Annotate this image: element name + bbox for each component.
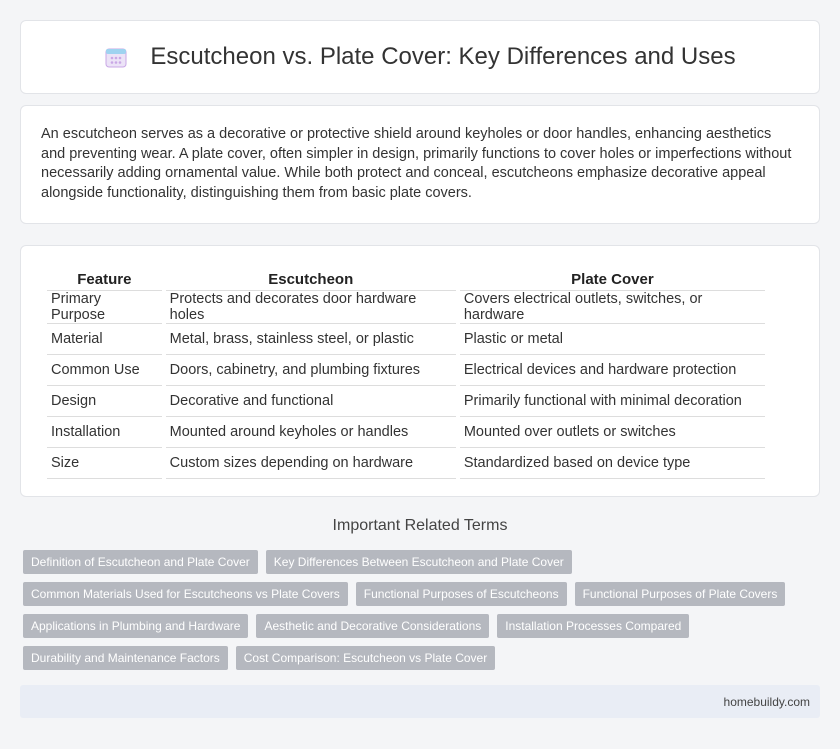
table-row bbox=[47, 291, 765, 324]
table-cell: Protects and decorates door hardware holes bbox=[166, 291, 456, 324]
term-tag[interactable]: Installation Processes Compared bbox=[497, 614, 689, 638]
table-row bbox=[47, 355, 765, 386]
table-header-escutcheon: Escutcheon bbox=[166, 266, 456, 291]
footer-site-link[interactable]: homebuildy.com bbox=[723, 695, 810, 709]
comparison-table bbox=[43, 266, 769, 479]
term-row bbox=[23, 582, 823, 606]
table-cell: Design bbox=[47, 386, 162, 417]
calendar-icon bbox=[104, 45, 128, 69]
table-row bbox=[47, 324, 765, 355]
term-tag[interactable]: Aesthetic and Decorative Considerations bbox=[256, 614, 489, 638]
footer bbox=[20, 685, 820, 718]
table-cell: Plastic or metal bbox=[460, 324, 765, 355]
table-cell: Common Use bbox=[47, 355, 162, 386]
table-cell: Primarily functional with minimal decoration bbox=[460, 386, 765, 417]
header-card bbox=[20, 20, 820, 94]
table-cell: Covers electrical outlets, switches, or hardware bbox=[460, 291, 765, 324]
table-header-plate-cover: Plate Cover bbox=[460, 266, 765, 291]
table-cell: Electrical devices and hardware protection bbox=[460, 355, 765, 386]
table-cell: Standardized based on device type bbox=[460, 448, 765, 479]
term-row bbox=[23, 614, 823, 638]
table-row bbox=[47, 417, 765, 448]
related-terms-list bbox=[23, 550, 823, 678]
intro-card bbox=[20, 105, 820, 224]
term-row bbox=[23, 646, 823, 670]
term-tag[interactable]: Applications in Plumbing and Hardware bbox=[23, 614, 248, 638]
table-row bbox=[47, 448, 765, 479]
table-cell: Decorative and functional bbox=[166, 386, 456, 417]
term-tag[interactable]: Definition of Escutcheon and Plate Cover bbox=[23, 550, 258, 574]
term-tag[interactable]: Durability and Maintenance Factors bbox=[23, 646, 228, 670]
table-header-feature: Feature bbox=[47, 266, 162, 291]
table-cell: Mounted over outlets or switches bbox=[460, 417, 765, 448]
term-tag[interactable]: Common Materials Used for Escutcheons vs Plate Covers bbox=[23, 582, 348, 606]
table-cell: Custom sizes depending on hardware bbox=[166, 448, 456, 479]
table-cell: Doors, cabinetry, and plumbing fixtures bbox=[166, 355, 456, 386]
related-terms-title: Important Related Terms bbox=[332, 517, 508, 534]
table-cell: Mounted around keyholes or handles bbox=[166, 417, 456, 448]
table-cell: Primary Purpose bbox=[47, 291, 162, 324]
table-header-row bbox=[47, 266, 765, 291]
table-cell: Installation bbox=[47, 417, 162, 448]
comparison-table-card bbox=[20, 245, 820, 497]
page-title: Escutcheon vs. Plate Cover: Key Differences and Uses bbox=[150, 43, 736, 70]
table-cell: Size bbox=[47, 448, 162, 479]
table-row bbox=[47, 386, 765, 417]
table-cell: Material bbox=[47, 324, 162, 355]
term-tag[interactable]: Key Differences Between Escutcheon and Plate Cover bbox=[266, 550, 572, 574]
intro-text: An escutcheon serves as a decorative or protective shield around keyholes or door handles, enhancing aesthetics and preventing wear. A plate cover, often simpler in design, primarily functions to cover holes or imperfections without necessarily adding ornamental value. While both protect and conceal, escutcheons emphasize decorative appeal alongside functionality, distinguishing them from basic plate covers. bbox=[41, 126, 792, 201]
term-tag[interactable]: Functional Purposes of Escutcheons bbox=[356, 582, 567, 606]
term-tag[interactable]: Cost Comparison: Escutcheon vs Plate Cover bbox=[236, 646, 495, 670]
term-row bbox=[23, 550, 823, 574]
term-tag[interactable]: Functional Purposes of Plate Covers bbox=[575, 582, 786, 606]
table-cell: Metal, brass, stainless steel, or plastic bbox=[166, 324, 456, 355]
